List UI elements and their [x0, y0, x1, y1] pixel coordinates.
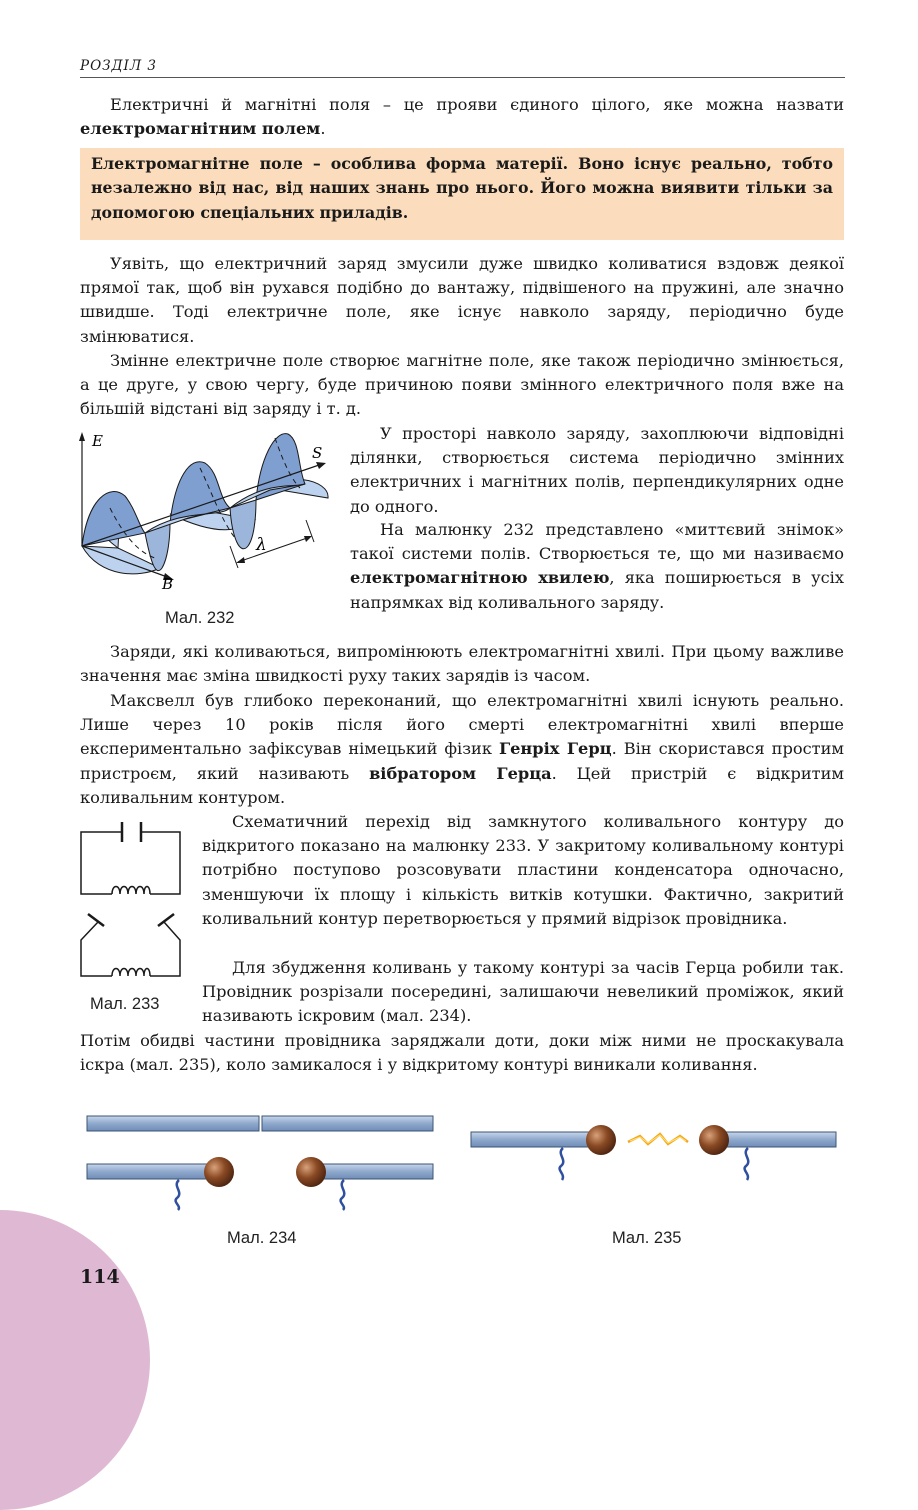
caption-fig-233: Мал. 233 [90, 995, 160, 1013]
conductor-ball [296, 1157, 326, 1187]
definition-box [80, 148, 844, 240]
paragraph-maxwell-hertz [80, 689, 844, 810]
paragraph-space-around-charge: У просторі навколо заряду, захоплюючи відповідні ділянки, створюється система періодично змінних електричних і магнітних полів, перпендикулярних одне до одного. [350, 424, 844, 516]
propagation-axis-arrow [316, 462, 326, 469]
label-e: E [92, 432, 103, 450]
lead-wire [176, 1180, 180, 1210]
text-run: . [320, 119, 326, 139]
spark [628, 1134, 688, 1144]
section-header: РОЗДІЛ 3 [80, 58, 845, 78]
e-axis-arrow [79, 432, 85, 441]
conductor-rod [262, 1116, 433, 1131]
conductor-ball [204, 1157, 234, 1187]
lead-wire [560, 1148, 564, 1180]
conductor-rod-left [87, 1164, 217, 1179]
text-run: Максвелл був глибоко переконаний, що електромагнітні хвилі існують реально. Лише через 10 років після його смерті електромагнітні хвилі вперше експериментально зафіксував німецький фізик [80, 691, 844, 759]
figure-235-spark-gap [470, 1124, 840, 1184]
label-b: B [162, 575, 174, 593]
definition-text: Електромагнітне поле – особлива форма матерії. Воно існує реально, тобто незалежно від нас, від наших знань про нього. Його можна виявити тільки за допомогою спеціальних приладів. [91, 154, 833, 222]
e-field-lobe [230, 500, 256, 549]
paragraph-radiation: Заряди, які коливаються, випромінюють електромагнітні хвилі. При цьому важливе значення має зміна швидкості руху таких зарядів із часом. [80, 642, 844, 686]
paragraph-snapshot [350, 518, 844, 615]
paragraph-spark: Потім обидві частини провідника заряджали доти, доки між ними не проскакувала іскра (мал. 235), коло замикалося і у відкритому контурі виникали коливання. [80, 1031, 844, 1075]
caption-fig-232: Мал. 232 [165, 609, 235, 627]
paragraph-oscillating-charge: Уявіть, що електричний заряд змусили дуже швидко коливатися вздовж деякої прямої так, щоб він рухався подібно до вантажу, підвішеного на пружині, але значно швидше. Тоді електричне поле, яке існує навколо заряду, періодично буде змінюватися. [80, 254, 844, 346]
lead-wire [341, 1180, 345, 1210]
lead-wire [745, 1148, 749, 1180]
e-field-lobe [82, 492, 145, 546]
conductor-ball [586, 1125, 616, 1155]
term-hertz: Генріх Герц [498, 739, 612, 759]
caption-fig-234: Мал. 234 [227, 1229, 297, 1247]
term-em-field: електромагнітним полем [80, 119, 321, 139]
page-number: 114 [80, 1266, 120, 1288]
paragraph-excitation: Для збудження коливань у такому контурі за часів Герца робили так. Провідник розрізали посередині, залишаючи невеликий проміжок, який називають іскровим (мал. 234). [202, 958, 844, 1026]
label-lambda: λ [256, 535, 267, 555]
conductor-rod-right [312, 1164, 433, 1179]
page-corner-decoration [0, 1210, 150, 1510]
conductor-rod-right [716, 1132, 836, 1147]
conductor-rod-left [471, 1132, 599, 1147]
closed-circuit [81, 822, 180, 894]
opening-circuit [81, 914, 180, 976]
figure-234-cut-conductor [86, 1112, 436, 1212]
text-run: . Цей пристрій є відкритим коливальним контуром. [80, 763, 844, 807]
text-run: На малюнку 232 представлено «миттєвий знімок» такої системи полів. Створюється те, що ми називаємо [350, 520, 844, 564]
paragraph-schematic-transition: Схематичний перехід від замкнутого коливального контуру до відкритого показано на малюнку 233. У закритому коливальному контурі потрібно поступово розсовувати пластини конденсатора одночасно, зменшуючи їх площу і кількість витків котушки. Фактично, закритий коливальний контур перетворюється у прямий відрізок провідника. [202, 812, 844, 928]
text-run: , яка поширюється в усіх напрямках від коливального заряду. [350, 568, 844, 612]
text-run: . Він скористався простим пристроєм, який називають [80, 739, 844, 783]
term-em-wave: електромагнітною хвилею [350, 568, 610, 588]
paragraph-intro [80, 93, 844, 141]
wavelength-tick [230, 546, 238, 568]
figure-233-circuits [78, 818, 184, 984]
conductor-rod [87, 1116, 259, 1131]
conductor-ball [699, 1125, 729, 1155]
wavelength-arrowhead [236, 557, 245, 563]
label-s: S [312, 444, 323, 462]
caption-fig-235: Мал. 235 [612, 1229, 682, 1247]
paragraph-changing-field: Змінне електричне поле створює магнітне поле, яке також періодично змінюється, а це друге, у свою чергу, буде причиною появи змінного електричного поля вже на більшій відстані від заряду і т. д. [80, 351, 844, 419]
wavelength-arrowhead [304, 536, 312, 542]
text-run: Електричні й магнітні поля – це прояви єдиного цілого, яке можна назвати [110, 95, 844, 114]
term-hertz-vibrator: вібратором Герца [369, 763, 552, 783]
figure-232-em-wave [70, 428, 335, 598]
